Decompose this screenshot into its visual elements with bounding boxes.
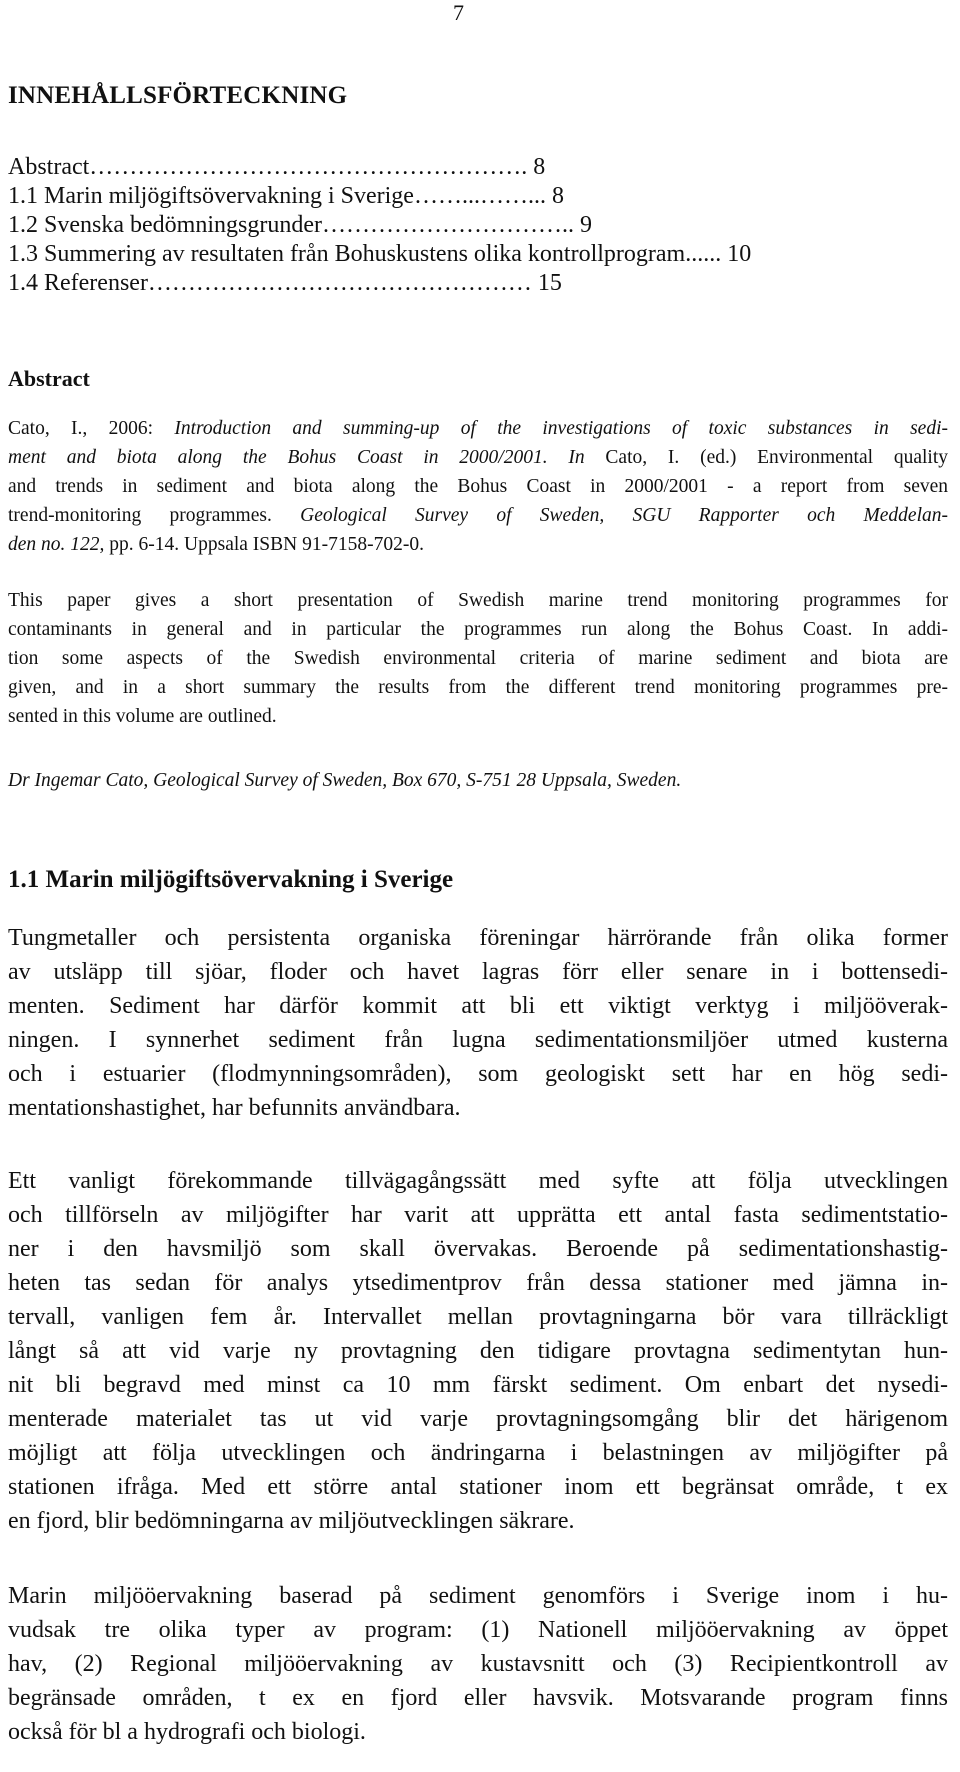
summary-line: given, and in a short summary the results from the different trend monitoring programmes pre- [8, 677, 948, 698]
paragraph-line: också för bl a hydrografi och biologi. [8, 1719, 366, 1745]
citation-programmes: trend-monitoring programmes. [8, 505, 301, 526]
section-paragraph-2 [8, 1164, 948, 1538]
summary-line: sented in this volume are outlined. [8, 706, 277, 727]
toc-entry-1-3[interactable]: 1.3 Summering av resultaten från Bohuskustens olika kontrollprogram...... 10 [8, 241, 752, 267]
paragraph-line: nit bli begravd med minst ca 10 mm färskt sediment. Om enbart det nysedi- [8, 1372, 948, 1398]
paragraph-line: mentationshastighet, har befunnits användbara. [8, 1095, 461, 1121]
paragraph-line: Marin miljööervakning baserad på sediment genomförs i Sverige inom i hu- [8, 1583, 948, 1609]
paragraph-line: tervall, vanligen fem år. Intervallet mellan provtagningarna bör vara tillräckligt [8, 1304, 948, 1330]
paragraph-line: av utsläpp till sjöar, floder och havet lagras förr eller senare in i bottensedi- [8, 959, 948, 985]
paragraph-line: och tillförseln av miljögifter har varit att upprätta ett antal fasta sedimentstatio- [8, 1202, 948, 1228]
paragraph-line: ner i den havsmiljö som skall övervakas. Beroende på sedimentationshastig- [8, 1236, 948, 1262]
citation-author: Cato, I., 2006: [8, 418, 175, 439]
toc-entry-abstract[interactable]: Abstract………………………………………………. 8 [8, 154, 546, 180]
citation-series-no: den no. 122, [8, 534, 105, 555]
section-paragraph-1 [8, 921, 948, 1125]
toc-entry-1-1[interactable]: 1.1 Marin miljögiftsövervakning i Sverige……...……... 8 [8, 183, 564, 209]
summary-line: contaminants in general and in particular the programmes run along the Bohus Coast. In addi- [8, 619, 948, 640]
paragraph-line: menten. Sediment har därför kommit att bli ett viktigt verktyg i miljööverak- [8, 993, 948, 1019]
citation-editor: Cato, I. (ed.) Environmental quality [584, 447, 948, 468]
abstract-citation [8, 414, 948, 559]
page-number: 7 [453, 0, 464, 25]
toc-entry-1-2[interactable]: 1.2 Svenska bedömningsgrunder………………………….. 9 [8, 212, 592, 238]
toc-title: INNEHÅLLSFÖRTECKNING [8, 82, 348, 109]
paragraph-line: en fjord, blir bedömningarna av miljöutvecklingen säkrare. [8, 1508, 575, 1534]
abstract-summary [8, 586, 948, 731]
citation-pages-isbn: pp. 6-14. Uppsala ISBN 91-7158-702-0. [104, 534, 424, 555]
summary-line: This paper gives a short presentation of Swedish marine trend monitoring programmes for [8, 590, 948, 611]
paragraph-line: stationen ifråga. Med ett större antal stationer inom ett begränsat område, t ex [8, 1474, 948, 1500]
paragraph-line: Tungmetaller och persistenta organiska föreningar härrörande från olika former [8, 925, 948, 951]
paragraph-line: vudsak tre olika typer av program: (1) Nationell miljööervakning av öppet [8, 1617, 948, 1643]
paragraph-line: menterade materialet tas ut vid varje provtagningsomgång blir det härigenom [8, 1406, 948, 1432]
paragraph-line: långt så att vid varje ny provtagning den tidigare provtagna sedimentytan hun- [8, 1338, 948, 1364]
summary-line: tion some aspects of the Swedish environmental criteria of marine sediment and biota are [8, 648, 948, 669]
paragraph-line: heten tas sedan för analys ytsedimentprov från dessa stationer med jämna in- [8, 1270, 948, 1296]
paragraph-line: begränsade områden, t ex en fjord eller havsvik. Motsvarande program finns [8, 1685, 948, 1711]
citation-in: In [568, 447, 585, 468]
citation-series: Geological Survey of Sweden, SGU Rapporter och Meddelan- [300, 505, 948, 526]
paragraph-line: möjligt att följa utvecklingen och ändringarna i belastningen av miljögifter på [8, 1440, 948, 1466]
table-of-contents [8, 153, 948, 298]
toc-entry-1-4[interactable]: 1.4 Referenser………………………………………… 15 [8, 270, 562, 296]
citation-title-cont: ment and biota along the Bohus Coast in 2000/2001. [8, 447, 569, 468]
abstract-heading: Abstract [8, 366, 90, 391]
citation-line-3: and trends in sediment and biota along the Bohus Coast in 2000/2001 - a report from seven [8, 476, 948, 497]
paragraph-line: Ett vanligt förekommande tillvägagångssätt med syfte att följa utvecklingen [8, 1168, 948, 1194]
author-affiliation: Dr Ingemar Cato, Geological Survey of Sweden, Box 670, S-751 28 Uppsala, Sweden. [8, 770, 682, 791]
citation-title: Introduction and summing-up of the investigations of toxic substances in sedi- [174, 418, 948, 439]
paragraph-line: hav, (2) Regional miljööervakning av kustavsnitt och (3) Recipientkontroll av [8, 1651, 948, 1677]
paragraph-line: ningen. I synnerhet sediment från lugna sedimentationsmiljöer utmed kusterna [8, 1027, 948, 1053]
section-paragraph-3 [8, 1579, 948, 1749]
paragraph-line: och i estuarier (flodmynningsområden), som geologiskt sett har en hög sedi- [8, 1061, 948, 1087]
section-heading-1-1: 1.1 Marin miljögiftsövervakning i Sverige [8, 866, 454, 893]
